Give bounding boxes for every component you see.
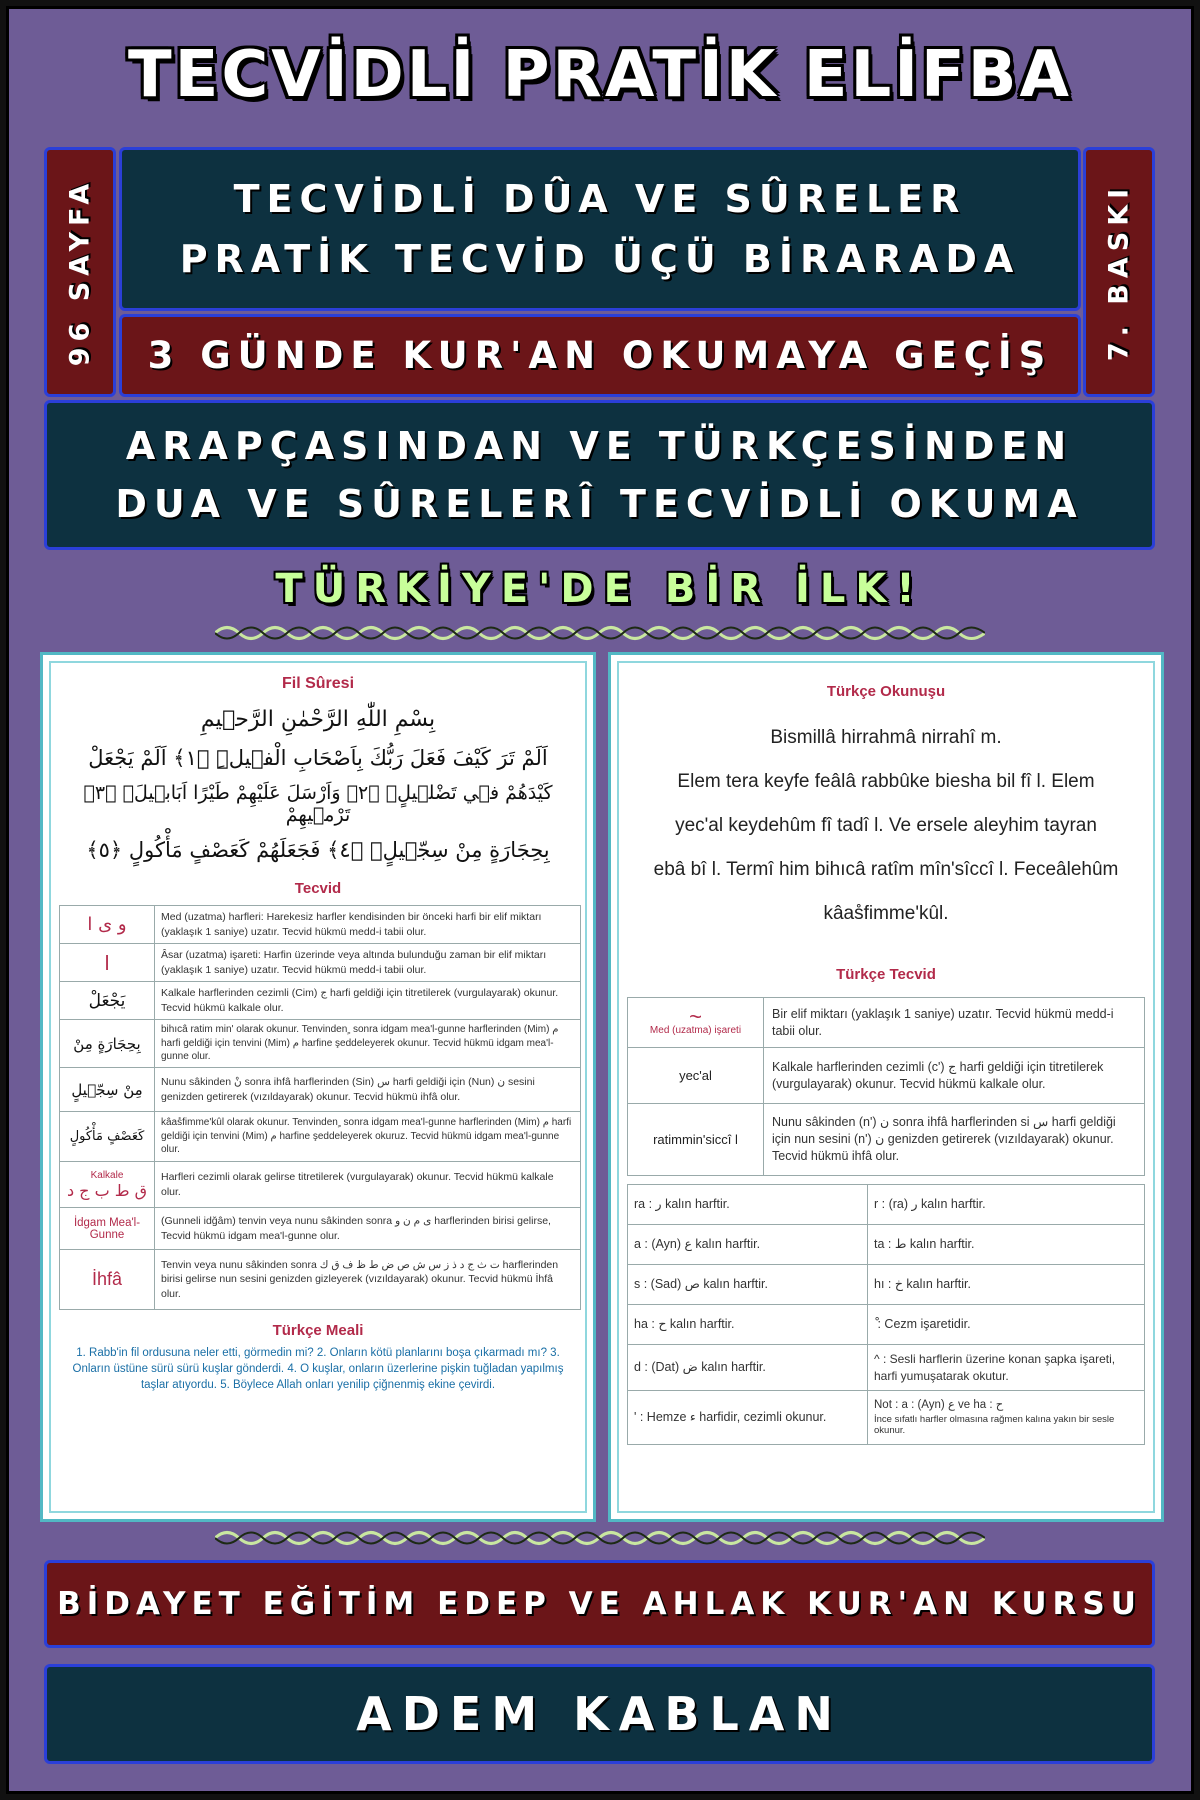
table-row: [60, 1250, 581, 1310]
rule-symbol: يَجْعَلْ: [60, 982, 155, 1020]
rule-text: Kalkale harflerinden cezimli (Cim) ج harfi geldiği için titretilerek (vurgulayarak) okunur. Tecvid hükmü kalkale olur.: [155, 982, 581, 1020]
kalkale-label: Kalkale: [90, 1169, 124, 1181]
letter-cell: ^ : Sesli harflerin üzerine konan şapka işareti, harfi yumuşatarak okutur.: [868, 1345, 1145, 1391]
rule-text: kâas̊fimme'kûl olarak okunur. Tenvinden ٍ sonra idgam mea'l-gunne harflerinden (Mim) م harfi geldiği için tenvini (Mim) م harfine şeddeleyerek okuruz. Tecvid hükmü idgam mea'l-gunne olur.: [155, 1112, 581, 1162]
tecvid-table: [59, 905, 581, 1310]
subtitle-line-2: PRATİK TECVİD ÜÇÜ BİRARADA: [179, 237, 1021, 281]
letter-cell: ha : ح kalın harftir.: [628, 1305, 868, 1345]
rule-symbol: ا: [60, 944, 155, 982]
subtitle-line-4: ARAPÇASINDAN VE TÜRKÇESİNDEN: [125, 424, 1074, 468]
letters-table: [627, 1184, 1145, 1445]
first-in-turkey-label: TÜRKİYE'DE BİR İLK!: [275, 566, 925, 612]
letter-cell: s : (Sad) ص kalın harftir.: [628, 1265, 868, 1305]
rule-text: Kalkale harflerinden cezimli (c') ج harfi geldiği için titretilerek (vurgulayarak) okunur. Tecvid hükmü kalkale olur.: [764, 1048, 1145, 1104]
ornament-divider-bottom: [215, 1527, 985, 1549]
verse-line-1: اَلَمْ تَرَ كَيْفَ فَعَلَ رَبُّكَ بِاَصْحَابِ الْف۪يلِۜ ﴿١﴾ اَلَمْ يَجْعَلْ: [88, 746, 548, 770]
reading-line-1: Bismillâ hirrahmâ nirrahî m.: [770, 727, 1002, 748]
page-count-badge: [44, 147, 116, 397]
letter-cell: hı : خ kalın harftir.: [868, 1265, 1145, 1305]
rule-symbol: ق ط ب ج د: [66, 1180, 148, 1200]
subtitle-box-2: [119, 314, 1081, 397]
table-row: [60, 1208, 581, 1250]
turkish-tecvid-title: Türkçe Tecvid: [836, 966, 936, 983]
table-row: [60, 982, 581, 1020]
rule-symbol: مِنْ سِجّ۪يلٍ: [60, 1068, 155, 1112]
rule-label: ratimmin'siccî l: [628, 1104, 764, 1176]
table-row: [60, 944, 581, 982]
course-name: BİDAYET EĞİTİM EDEP VE AHLAK KUR'AN KURSU: [57, 1586, 1142, 1622]
page-count-label: 96 SAYFA: [64, 177, 96, 367]
reading-title: Türkçe Okunuşu: [826, 683, 946, 700]
meal-title: Türkçe Meali: [272, 1322, 364, 1339]
subtitle-box-1: [119, 147, 1081, 311]
sample-page-right: [608, 652, 1164, 1522]
tecvid-title: Tecvid: [294, 880, 342, 897]
book-title: TECVİDLİ PRATİK ELİFBA: [127, 38, 1073, 112]
letter-cell: r : (ra) ر kalın harftir.: [868, 1185, 1145, 1225]
letter-cell: ' : Hemze ء harfidir, cezimli okunur.: [628, 1391, 868, 1445]
author-box: [44, 1664, 1155, 1764]
letter-cell: ta : ط kalın harftir.: [868, 1225, 1145, 1265]
letter-cell: d : (Dat) ض kalın harftir.: [628, 1345, 868, 1391]
surah-title: Fil Sûresi: [281, 675, 355, 692]
tilde-icon: ~: [689, 1004, 702, 1029]
meal-text: 1. Rabb'in fil ordusuna neler etti, görmedin mi? 2. Onların kötü planlarını boşa çıkarmadı mı? 3. Onların üstüne sürü sürü kuşlar gönderdi. 4. O kuşlar, onların üzerlerine pişkin tuğladan yapılmış taşlar atıyordu. 5. Böylece Allah onları yenilip çiğnenmiş ekine çevirdi.: [72, 1347, 564, 1392]
table-row: [628, 1265, 1145, 1305]
rule-symbol: İdgam Mea'l-Gunne: [60, 1208, 155, 1250]
table-row: [628, 1104, 1145, 1176]
table-row: [60, 1068, 581, 1112]
rule-text: Âsar (uzatma) işareti: Harfin üzerinde veya altında bulunduğu zaman bir elif miktarı (yaklaşık 1 saniye) uzatır. Tecvid hükmü medd-i tabii olur.: [155, 944, 581, 982]
subtitle-box-3: [44, 400, 1155, 550]
rule-text: Harfleri cezimli olarak gelirse titretilerek (vurgulayarak) okunur. Tecvid hükmü kalkale olur.: [155, 1162, 581, 1208]
rule-text: bihıcâ ratim min' olarak okunur. Tenvinden ٍ sonra idgam mea'l-gunne harflerinden (Mim) م harfi geldiği için tenvini (Mim) م harfine şeddeleyerek okunur. Tecvid hükmü idgam mea'l-gunne olur.: [155, 1020, 581, 1068]
table-row: [628, 998, 1145, 1048]
table-row: [628, 1345, 1145, 1391]
rule-text: Bir elif miktarı (yaklaşık 1 saniye) uzatır. Tecvid hükmü medd-i tabii olur.: [764, 998, 1145, 1048]
verse-line-2: كَيْدَهُمْ ف۪ي تَضْل۪يلٍۙ ﴿٢﴾ وَاَرْسَلَ عَلَيْهِمْ طَيْرًا اَبَاب۪يلَۙ ﴿٣﴾ تَرْم۪يهِمْ: [83, 782, 553, 826]
ornament-divider-top: [215, 622, 985, 644]
rule-symbol: İhfâ: [60, 1250, 155, 1310]
note-heading: Not : a : (Ayn) ع ve ha : ح: [874, 1399, 1004, 1412]
reading-line-2: Elem tera keyfe feâlâ rabbûke biesha bil fî l. Elem: [677, 771, 1095, 792]
rule-label-cell: [628, 998, 764, 1048]
rule-label: Med (uzatma) işareti: [649, 1025, 742, 1036]
reading-line-5: kâas̊fimme'kûl.: [823, 903, 949, 924]
table-row: [60, 1112, 581, 1162]
subtitle-line-5: DUA VE SÛRELERÎ TECVİDLİ OKUMA: [115, 482, 1084, 526]
reading-line-3: yec'al keydehûm fî tadî l. Ve ersele aleyhim tayran: [675, 815, 1097, 836]
table-row: [628, 1305, 1145, 1345]
note-text: İnce sıfatlı harfler olmasına rağmen kalına yakın bir sesle okunur.: [874, 1413, 1115, 1437]
table-row: [60, 1162, 581, 1208]
table-row: [60, 906, 581, 944]
table-row: [628, 1225, 1145, 1265]
letter-cell: ْ : Cezm işaretidir.: [868, 1305, 1145, 1345]
verse-line-3: بِحِجَارَةٍ مِنْ سِجّ۪يلٍۙ ﴿٤﴾ فَجَعَلَهُمْ كَعَصْفٍ مَأْكُولٍ ﴿٥﴾: [86, 838, 550, 862]
note-cell: [868, 1391, 1145, 1445]
basmala: بِسْمِ اللّٰهِ الرَّحْمٰنِ الرَّح۪يمِ: [200, 707, 436, 732]
edition-label: 7. BASKI: [1103, 182, 1135, 362]
rule-symbol: بِحِجَارَةٍ مِنْ: [60, 1020, 155, 1068]
rule-text: Nunu sâkinden نْ sonra ihfâ harflerinden (Sin) س harfi geldiği için (Nun) ن sesini genizden getirerek (vızıldayarak) okunur. Tecvid hükmü ihfâ olur.: [155, 1068, 581, 1112]
rule-symbol: و ى ا: [60, 906, 155, 944]
table-row: [628, 1185, 1145, 1225]
rule-label: yec'al: [628, 1048, 764, 1104]
author-name: ADEM KABLAN: [356, 1687, 843, 1741]
subtitle-line-3: 3 GÜNDE KUR'AN OKUMAYA GEÇİŞ: [147, 334, 1053, 377]
rule-text: Tenvin veya nunu sâkinden sonra ت ث ج د ذ ز س ش ص ض ط ظ ف ق ك harflerinden birisi gelirse nun sesini genizden gizleyerek (vızıldayarak) okunur. Tecvid hükmü İhfâ olur.: [155, 1250, 581, 1310]
rule-text: (Gunneli idğâm) tenvin veya nunu sâkinden sonra ى م ن و harflerinden birisi gelirse, Tecvid hükmü idgam mea'l-gunne olur.: [155, 1208, 581, 1250]
rule-text: Nunu sâkinden (n') ن sonra ihfâ harflerinden si س harfi geldiği için nun sesini (n') ن genizden getirerek (vızıldayarak) okunur. Tecvid hükmü ihfâ olur.: [764, 1104, 1145, 1176]
reading-line-4: ebâ bî l. Termî him bihıcâ ratîm mîn'sîccî l. Feceâlehûm: [653, 859, 1119, 880]
reading-block: [611, 716, 1161, 936]
table-row: [628, 1048, 1145, 1104]
subtitle-line-1: TECVİDLİ DÛA VE SÛRELER: [233, 177, 967, 221]
letter-cell: a : (Ayn) ع kalın harftir.: [628, 1225, 868, 1265]
rule-symbol: كَعَصْفٍ مَأْكُولٍ: [60, 1112, 155, 1162]
sample-page-left: [40, 652, 596, 1522]
table-row: [628, 1391, 1145, 1445]
table-row: [60, 1020, 581, 1068]
edition-badge: [1083, 147, 1155, 397]
course-box: [44, 1560, 1155, 1648]
letter-cell: ra : ر kalın harftir.: [628, 1185, 868, 1225]
rule-text: Med (uzatma) harfleri: Harekesiz harfler kendisinden bir önceki harfi bir elif miktarı (yaklaşık 1 saniye) uzatır. Tecvid hükmü medd-i tabii olur.: [155, 906, 581, 944]
kalkale-cell: [60, 1162, 155, 1208]
turkish-tecvid-table: [627, 997, 1145, 1176]
